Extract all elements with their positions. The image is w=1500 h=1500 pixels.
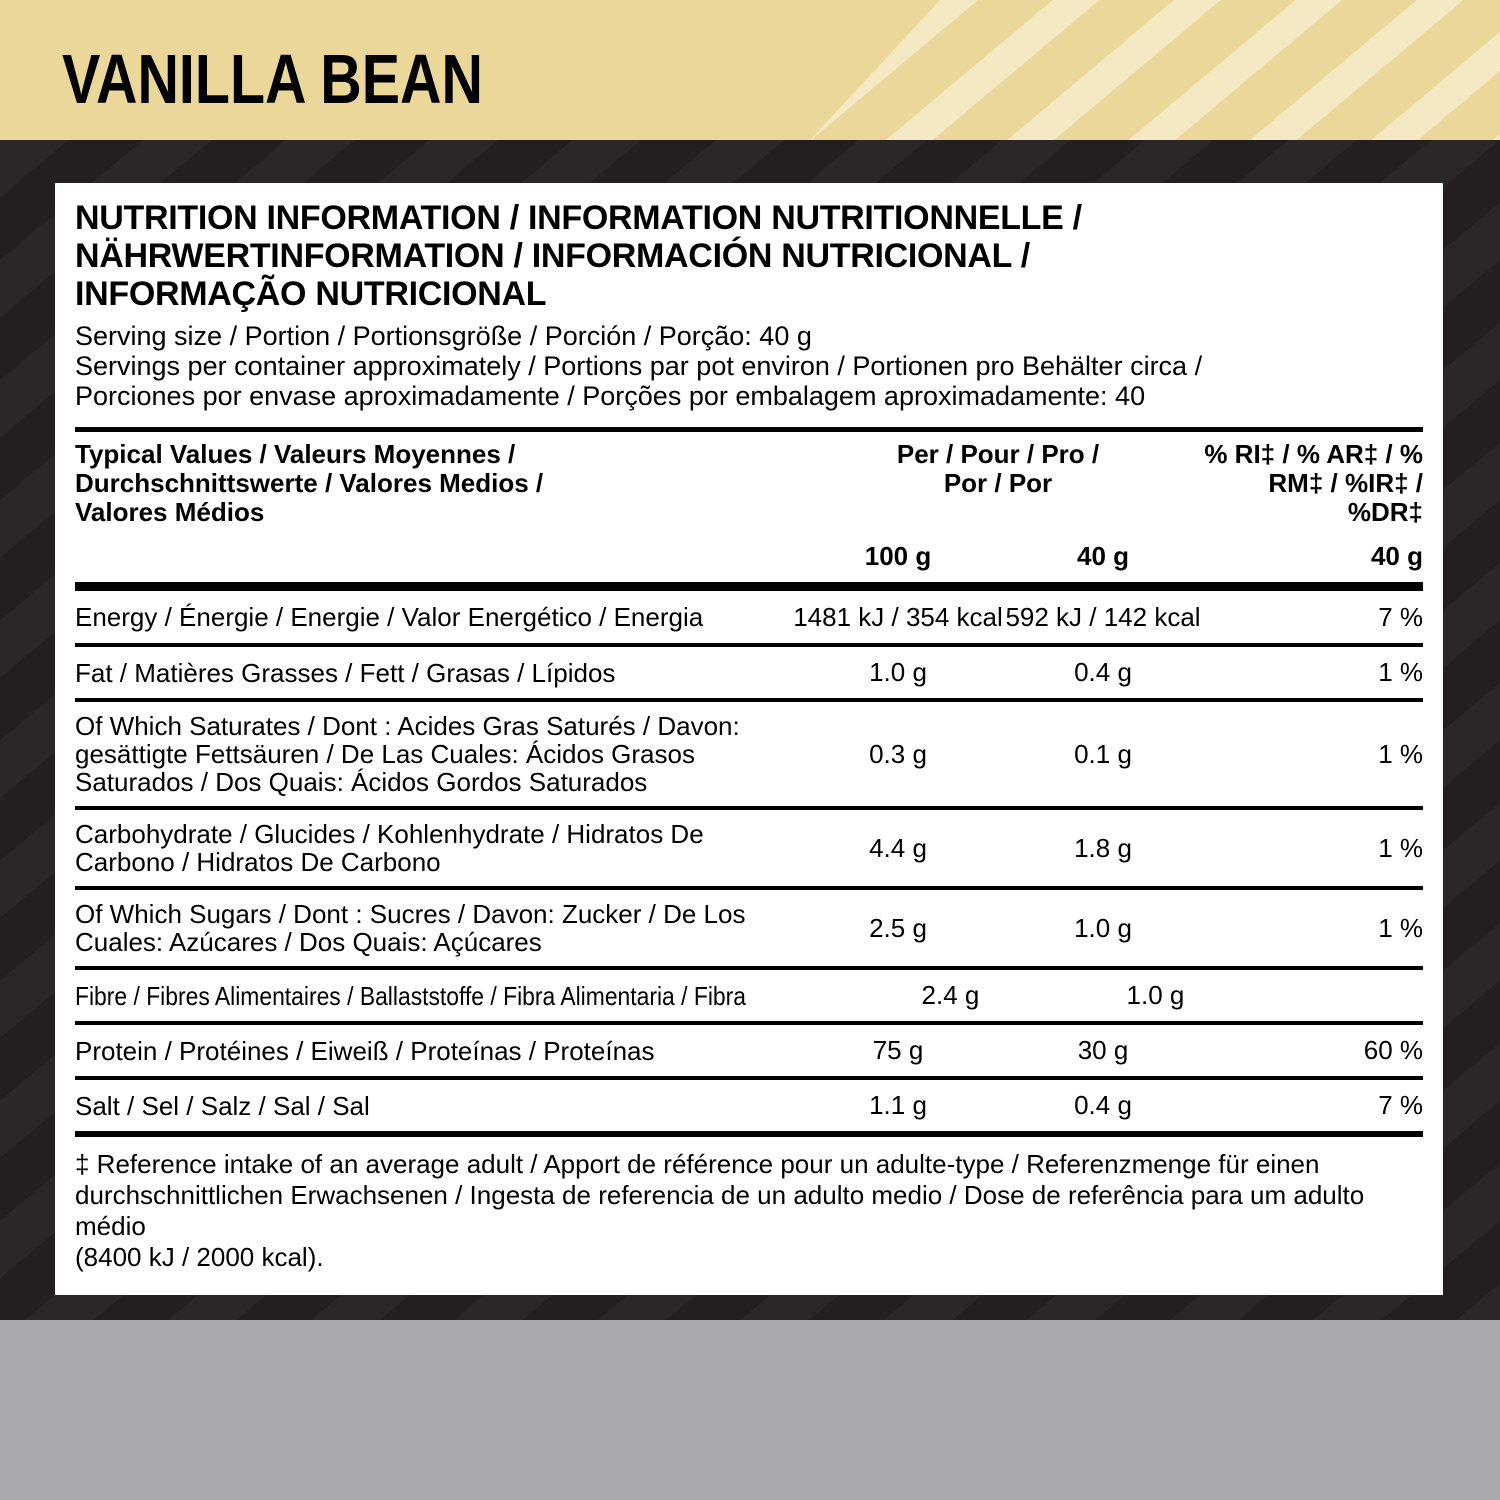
nutrient-label: Protein / Protéines / Eiweiß / Proteínas / Proteínas [75, 1035, 655, 1066]
column-unit-ri-40g: 40 g [1370, 541, 1423, 571]
value-per-100g: 2.5 g [869, 912, 927, 943]
value-per-40g: 30 g [1077, 1035, 1129, 1065]
serving-info [75, 321, 1423, 411]
reference-intake-footnote [75, 1149, 1423, 1273]
value-per-40g: 0.4 g [1074, 1090, 1132, 1120]
value-ri-percent: 7 % [1378, 1090, 1423, 1120]
servings-per-container-line: Servings per container approximately / Portions par pot environ / Portionen pro Behälter circa / [75, 351, 1203, 381]
header-per-columns [793, 440, 1203, 527]
value-per-100g: 1.1 g [869, 1090, 927, 1120]
header-per-line: Per / Pour / Pro / [896, 439, 1100, 469]
nutrient-label: Carbohydrate / Glucides / Kohlenhydrate / Hidratos De Carbono / Hidratos De Carbono [75, 819, 704, 877]
nutrient-label: Energy / Énergie / Energie / Valor Energético / Energia [75, 602, 704, 632]
flavor-banner [0, 0, 1500, 140]
value-per-40g: 0.4 g [1074, 657, 1132, 687]
table-row-fibre [75, 966, 1423, 1021]
value-ri-percent: 60 % [1363, 1035, 1423, 1065]
value-per-100g: 0.3 g [869, 738, 927, 769]
reference-intake-footnote-line: durchschnittlichen Erwachsenen / Ingesta de referencia de un adulto medio / Dose de referência para um adulto médio [75, 1180, 1365, 1241]
servings-per-container-line: Porciones por envase aproximadamente / Porções por embalagem aproximadamente: 40 [75, 381, 1146, 411]
value-per-40g: 1.0 g [1074, 912, 1132, 943]
nutrient-label: Fibre / Fibres Alimentaires / Ballaststoffe / Fibra Alimentaria / Fibra [75, 980, 746, 1011]
nutrition-table-body [75, 582, 1423, 1137]
header-typical-values-line: Durchschnittswerte / Valores Medios / [75, 468, 544, 498]
value-per-40g: 592 kJ / 142 kcal [1005, 601, 1201, 632]
flavor-title: VANILLA BEAN [62, 40, 483, 118]
value-ri-percent: 1 % [1378, 738, 1423, 769]
nutrient-label: Of Which Sugars / Dont : Sucres / Davon: Zucker / De Los Cuales: Azúcares / Dos Quais: Açúcares [75, 899, 746, 957]
header-reference-intake-line: % RI‡ / % AR‡ / % [1204, 439, 1423, 469]
header-typical-values-line: Valores Médios [75, 497, 265, 527]
reference-intake-footnote-line: ‡ Reference intake of an average adult / Apport de référence pour un adulte-type / Referenzmenge für einen [75, 1149, 1320, 1179]
table-row-carbohydrate [75, 806, 1423, 886]
table-row-protein [75, 1021, 1423, 1076]
value-per-40g: 1.8 g [1074, 832, 1132, 863]
nutrition-heading-line: INFORMAÇÃO NUTRICIONAL [75, 275, 547, 313]
header-per-line: Por / Por [943, 468, 1053, 498]
reference-intake-footnote-line: (8400 kJ / 2000 kcal). [75, 1242, 324, 1272]
value-ri-percent: 1 % [1378, 832, 1423, 863]
value-per-100g: 4.4 g [869, 832, 927, 863]
table-row-saturates [75, 698, 1423, 806]
banner-diagonal-stripes [810, 0, 1500, 140]
table-row-energy [75, 591, 1423, 643]
header-reference-intake-line: RM‡ / %IR‡ / %DR‡ [1268, 468, 1423, 527]
value-per-100g: 1.0 g [869, 657, 927, 687]
nutrient-label: Of Which Saturates / Dont : Acides Gras Saturés / Davon: gesättigte Fettsäuren / De Las Cuales: Ácidos Grasos Saturados / Dos Quais: Ácidos Gordos Saturados [75, 711, 740, 797]
nutrition-heading [75, 199, 1423, 313]
nutrient-label: Fat / Matières Grasses / Fett / Grasas / Lípidos [75, 657, 616, 688]
nutrition-table [75, 427, 1423, 1137]
table-row-salt [75, 1076, 1423, 1131]
value-per-40g: 1.0 g [1126, 980, 1185, 1010]
table-row-fat [75, 643, 1423, 698]
value-ri-percent: 1 % [1378, 657, 1423, 687]
value-per-100g: 75 g [872, 1035, 924, 1065]
nutrition-heading-line: NUTRITION INFORMATION / INFORMATION NUTRITIONNELLE / [75, 199, 1082, 237]
value-per-100g: 1481 kJ / 354 kcal [793, 601, 1003, 632]
serving-size-line: Serving size / Portion / Portionsgröße / Porción / Porção: 40 g [75, 321, 812, 351]
header-typical-values-line: Typical Values / Valeurs Moyennes / [75, 439, 516, 469]
nutrition-heading-line: NÄHRWERTINFORMATION / INFORMACIÓN NUTRICIONAL / [75, 237, 1030, 275]
value-ri-percent: 1 % [1378, 912, 1423, 943]
header-reference-intake [1203, 440, 1423, 527]
value-per-100g: 2.4 g [921, 980, 980, 1010]
header-typical-values [75, 440, 793, 572]
column-unit-100g: 100 g [864, 541, 932, 571]
column-unit-40g: 40 g [1076, 541, 1130, 571]
nutrient-label: Salt / Sel / Salz / Sal / Sal [75, 1090, 370, 1121]
table-row-sugars [75, 886, 1423, 966]
value-ri-percent: 7 % [1378, 601, 1423, 632]
nutrition-table-header [75, 432, 1423, 582]
value-per-40g: 0.1 g [1074, 738, 1132, 769]
nutrition-panel [55, 183, 1443, 1295]
bottom-gray-area [0, 1320, 1500, 1500]
